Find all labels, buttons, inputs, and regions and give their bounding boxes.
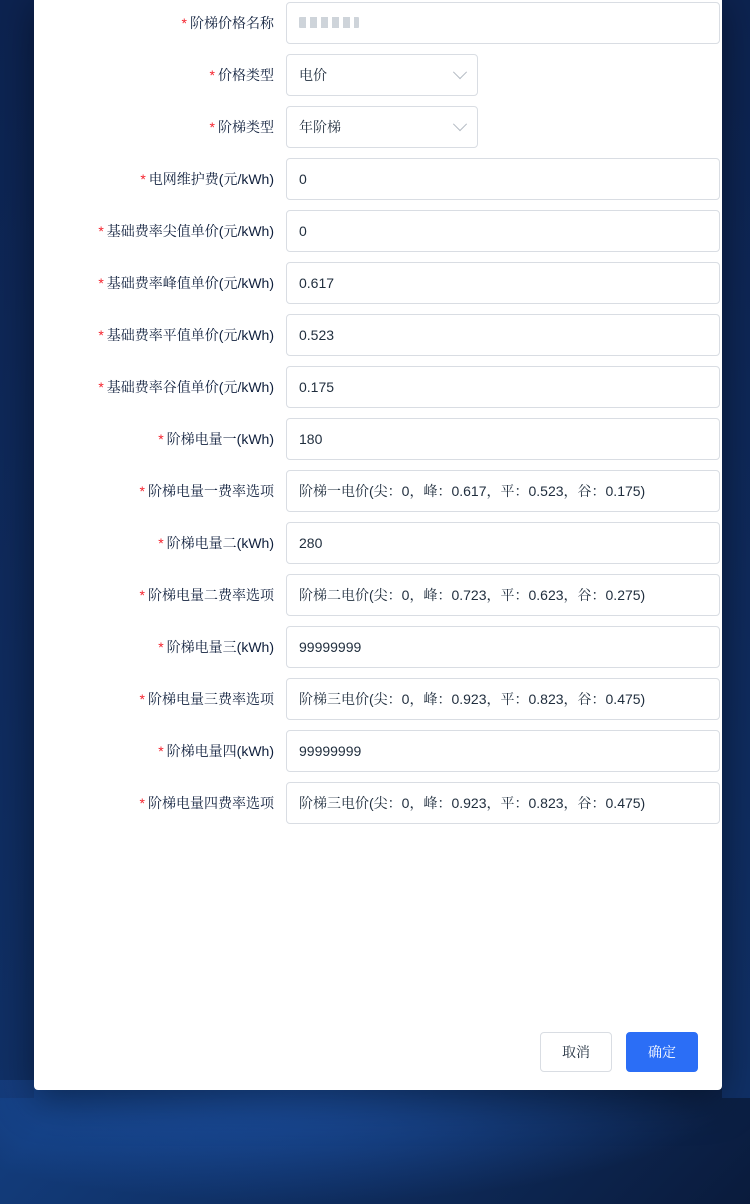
field-label-text: 阶梯电量二(kWh) xyxy=(166,535,274,551)
select-field[interactable] xyxy=(286,106,478,148)
form-row xyxy=(34,158,722,200)
field-label xyxy=(34,2,286,33)
field-label-text: 基础费率尖值单价(元/kWh) xyxy=(106,223,274,239)
chevron-down-icon[interactable] xyxy=(453,65,467,79)
field-value: 99999999 xyxy=(299,639,362,655)
field-label-text: 价格类型 xyxy=(218,67,274,83)
required-mark: * xyxy=(98,327,104,343)
required-mark: * xyxy=(181,15,187,31)
required-mark: * xyxy=(98,275,104,291)
chevron-down-icon[interactable] xyxy=(453,117,467,131)
required-mark: * xyxy=(140,171,146,187)
field-cell xyxy=(286,158,722,200)
text-field[interactable] xyxy=(286,2,720,44)
text-field[interactable] xyxy=(286,262,720,304)
field-value: 年阶梯 xyxy=(299,119,341,135)
required-mark: * xyxy=(158,431,164,447)
field-label-text: 阶梯电量二费率选项 xyxy=(148,587,274,603)
form-row xyxy=(34,210,722,252)
required-mark: * xyxy=(209,67,215,83)
form-row xyxy=(34,782,722,824)
text-field[interactable] xyxy=(286,574,720,616)
field-label xyxy=(34,210,286,241)
text-field[interactable] xyxy=(286,678,720,720)
field-label xyxy=(34,106,286,137)
form-row xyxy=(34,730,722,772)
field-cell xyxy=(286,54,722,96)
required-mark: * xyxy=(98,223,104,239)
text-field[interactable] xyxy=(286,366,720,408)
select-field[interactable] xyxy=(286,54,478,96)
required-mark: * xyxy=(139,691,145,707)
text-field[interactable] xyxy=(286,782,720,824)
field-value xyxy=(299,3,359,43)
required-mark: * xyxy=(98,379,104,395)
field-value: 0.175 xyxy=(299,379,335,395)
field-label-text: 阶梯电量一(kWh) xyxy=(166,431,274,447)
field-label xyxy=(34,262,286,293)
field-label-text: 阶梯电量三费率选项 xyxy=(148,691,274,707)
form-row xyxy=(34,574,722,616)
field-cell xyxy=(286,210,722,252)
required-mark: * xyxy=(139,587,145,603)
field-label-text: 基础费率平值单价(元/kWh) xyxy=(106,327,274,343)
text-field[interactable] xyxy=(286,470,720,512)
field-label xyxy=(34,470,286,501)
field-label xyxy=(34,366,286,397)
field-label xyxy=(34,678,286,709)
backdrop-right-strip xyxy=(722,0,750,1098)
form-row xyxy=(34,418,722,460)
field-label xyxy=(34,54,286,85)
required-mark: * xyxy=(158,535,164,551)
form-row xyxy=(34,522,722,564)
text-field[interactable] xyxy=(286,210,720,252)
required-mark: * xyxy=(139,483,145,499)
cancel-button[interactable]: 取消 xyxy=(540,1032,612,1072)
field-label-text: 阶梯类型 xyxy=(218,119,274,135)
field-cell xyxy=(286,366,722,408)
field-value: 180 xyxy=(299,431,323,447)
field-value: 电价 xyxy=(299,67,327,83)
field-cell xyxy=(286,418,722,460)
field-label xyxy=(34,782,286,813)
field-value: 0 xyxy=(299,171,307,187)
text-field[interactable] xyxy=(286,730,720,772)
field-value: 99999999 xyxy=(299,743,362,759)
field-cell xyxy=(286,262,722,304)
field-cell xyxy=(286,522,722,564)
field-value: 280 xyxy=(299,535,323,551)
field-value: 0.617 xyxy=(299,275,335,291)
dialog-body xyxy=(34,0,722,1090)
text-field[interactable] xyxy=(286,158,720,200)
text-field[interactable] xyxy=(286,626,720,668)
field-label-text: 阶梯电量四(kWh) xyxy=(166,743,274,759)
form-row xyxy=(34,314,722,356)
field-label xyxy=(34,730,286,761)
field-value: 0 xyxy=(299,223,307,239)
required-mark: * xyxy=(139,795,145,811)
masked-placeholder xyxy=(299,17,359,28)
field-label-text: 基础费率峰值单价(元/kWh) xyxy=(106,275,274,291)
form-row xyxy=(34,106,722,148)
form-row xyxy=(34,626,722,668)
required-mark: * xyxy=(158,743,164,759)
confirm-button[interactable]: 确定 xyxy=(626,1032,698,1072)
field-cell xyxy=(286,782,722,824)
dialog-footer xyxy=(34,1032,722,1072)
form-row xyxy=(34,2,722,44)
form-row xyxy=(34,366,722,408)
field-value: 阶梯一电价(尖：0，峰：0.617，平：0.523，谷：0.175) xyxy=(299,483,646,499)
text-field[interactable] xyxy=(286,418,720,460)
field-cell xyxy=(286,626,722,668)
text-field[interactable] xyxy=(286,522,720,564)
backdrop-left-strip xyxy=(0,0,34,1098)
field-cell xyxy=(286,678,722,720)
field-label-text: 基础费率谷值单价(元/kWh) xyxy=(106,379,274,395)
field-value: 阶梯二电价(尖：0，峰：0.723，平：0.623，谷：0.275) xyxy=(299,587,646,603)
field-label xyxy=(34,522,286,553)
backdrop-glow xyxy=(0,1080,750,1204)
field-label-text: 阶梯价格名称 xyxy=(190,15,274,31)
field-cell xyxy=(286,314,722,356)
field-value: 阶梯三电价(尖：0，峰：0.923，平：0.823，谷：0.475) xyxy=(299,795,646,811)
field-label xyxy=(34,574,286,605)
field-label-text: 阶梯电量一费率选项 xyxy=(148,483,274,499)
field-cell xyxy=(286,730,722,772)
field-cell xyxy=(286,470,722,512)
field-label-text: 电网维护费(元/kWh) xyxy=(148,171,274,187)
field-label xyxy=(34,158,286,189)
form-row xyxy=(34,678,722,720)
ladder-price-dialog xyxy=(34,0,722,1090)
field-cell xyxy=(286,574,722,616)
field-label-text: 阶梯电量四费率选项 xyxy=(148,795,274,811)
required-mark: * xyxy=(158,639,164,655)
field-cell xyxy=(286,106,722,148)
field-label-text: 阶梯电量三(kWh) xyxy=(166,639,274,655)
field-label xyxy=(34,626,286,657)
field-value: 0.523 xyxy=(299,327,335,343)
form-row xyxy=(34,470,722,512)
form-row xyxy=(34,262,722,304)
field-value: 阶梯三电价(尖：0，峰：0.923，平：0.823，谷：0.475) xyxy=(299,691,646,707)
form-row xyxy=(34,54,722,96)
field-cell xyxy=(286,2,722,44)
ladder-price-form xyxy=(34,2,722,824)
field-label xyxy=(34,314,286,345)
text-field[interactable] xyxy=(286,314,720,356)
field-label xyxy=(34,418,286,449)
required-mark: * xyxy=(209,119,215,135)
